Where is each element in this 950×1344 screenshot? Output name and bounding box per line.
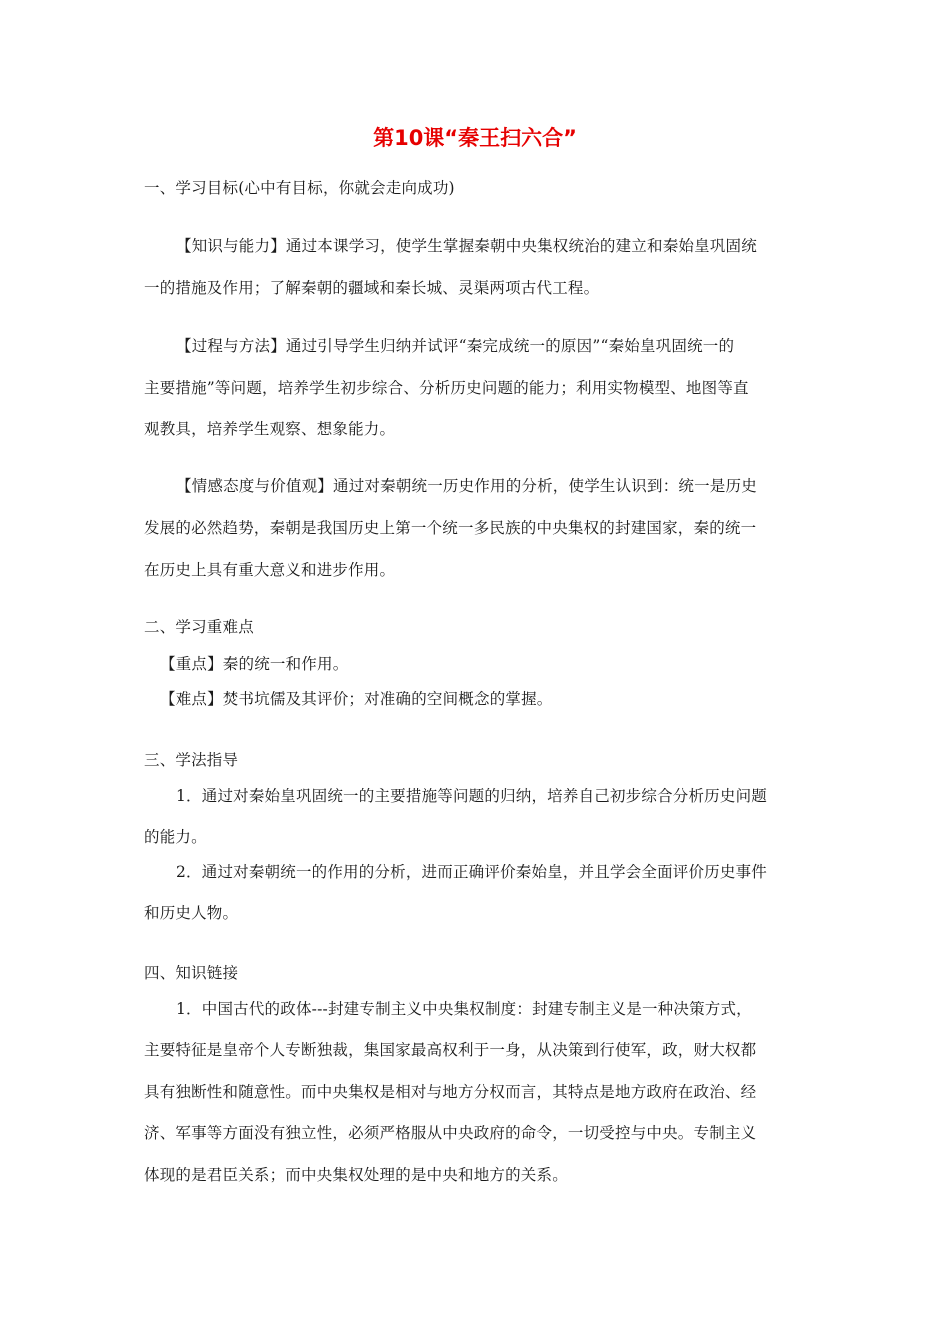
knowledge-link-line-2: 主要特征是皇帝个人专断独裁，集国家最高权利于一身，从决策到行使军，政，财大权都 (144, 1041, 757, 1059)
knowledge-ability-line-2: 一的措施及作用；了解秦朝的疆域和秦长城、灵渠两项古代工程。 (144, 279, 600, 297)
study-method-1-line-2: 的能力。 (144, 828, 207, 846)
knowledge-link-line-3: 具有独断性和随意性。而中央集权是相对与地方分权而言，其特点是地方政府在政治、经 (144, 1083, 757, 1101)
knowledge-link-line-1: 1．中国古代的政体---封建专制主义中央集权制度：封建专制主义是一种决策方式， (176, 1000, 752, 1018)
study-method-2-line-1: 2．通过对秦朝统一的作用的分析，进而正确评价秦始皇，并且学会全面评价历史事件 (176, 863, 767, 881)
process-method-line-1: 【过程与方法】通过引导学生归纳并试评“秦完成统一的原因”“秦始皇巩固统一的 (176, 337, 735, 355)
section-4-heading: 四、知识链接 (144, 964, 239, 982)
section-3-heading: 三、学法指导 (144, 751, 239, 769)
emotion-values-line-3: 在历史上具有重大意义和进步作用。 (144, 561, 396, 579)
key-point: 【重点】秦的统一和作用。 (160, 655, 349, 673)
section-2-heading: 二、学习重难点 (144, 618, 254, 636)
lesson-title: 第10课“秦王扫六合” (373, 126, 577, 150)
knowledge-link-line-4: 济、军事等方面没有独立性，必须严格服从中央政府的命令，一切受控与中央。专制主义 (144, 1124, 757, 1142)
knowledge-ability-line-1: 【知识与能力】通过本课学习，使学生掌握秦朝中央集权统治的建立和秦始皇巩固统 (176, 237, 757, 255)
difficult-point: 【难点】焚书坑儒及其评价；对准确的空间概念的掌握。 (160, 690, 553, 708)
emotion-values-line-2: 发展的必然趋势，秦朝是我国历史上第一个统一多民族的中央集权的封建国家，秦的统一 (144, 519, 757, 537)
knowledge-link-line-5: 体现的是君臣关系；而中央集权处理的是中央和地方的关系。 (144, 1166, 568, 1184)
study-method-2-line-2: 和历史人物。 (144, 904, 239, 922)
process-method-line-2: 主要措施”等问题，培养学生初步综合、分析历史问题的能力；利用实物模型、地图等直 (144, 379, 749, 397)
study-method-1-line-1: 1．通过对秦始皇巩固统一的主要措施等问题的归纳，培养自己初步综合分析历史问题 (176, 787, 767, 805)
emotion-values-line-1: 【情感态度与价值观】通过对秦朝统一历史作用的分析，使学生认识到：统一是历史 (176, 477, 757, 495)
process-method-line-3: 观教具，培养学生观察、想象能力。 (144, 420, 396, 438)
section-1-heading: 一、学习目标(心中有目标，你就会走向成功) (144, 179, 455, 197)
